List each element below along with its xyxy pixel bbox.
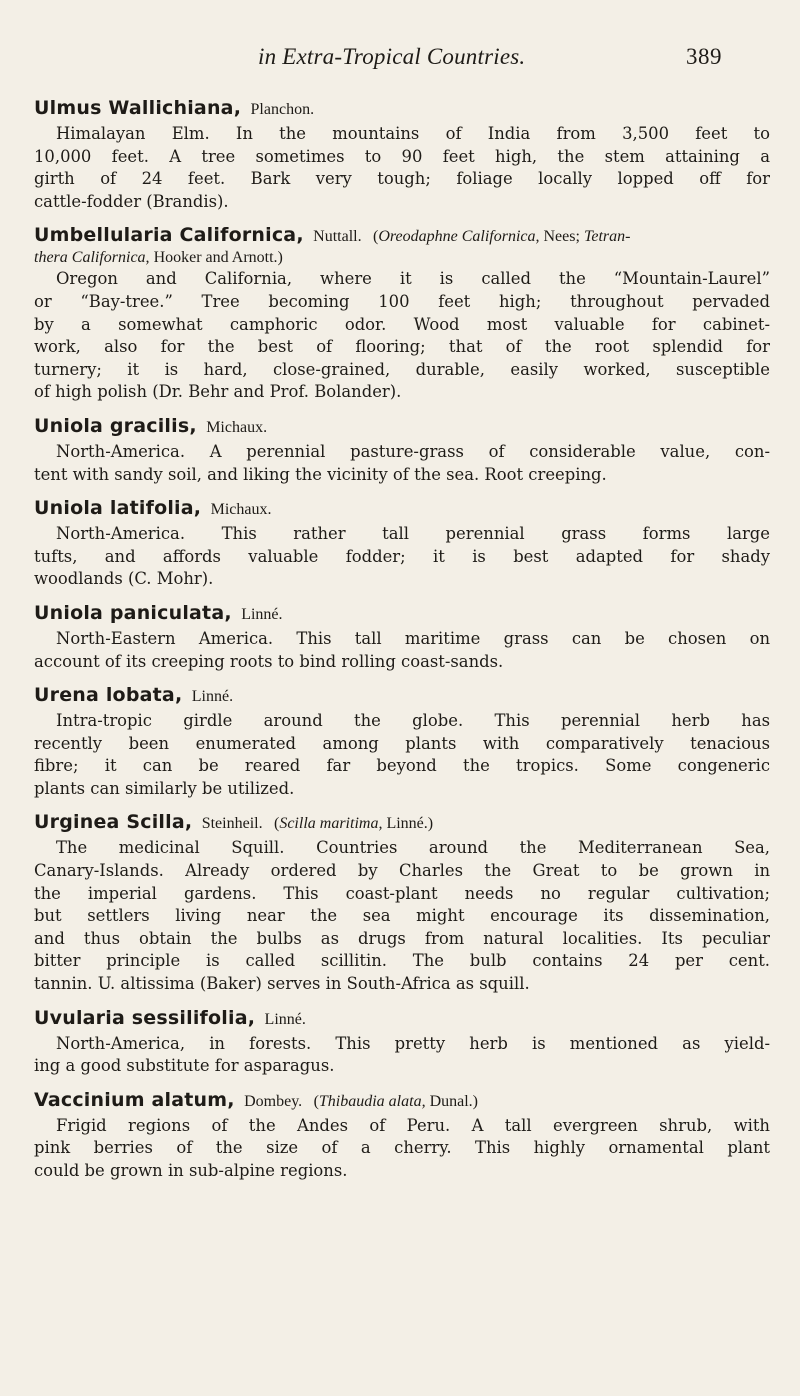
- species-name: Umbellularia Californica,: [34, 224, 304, 247]
- entry-heading: [34, 495, 770, 523]
- entry-text-line: tent with sandy soil, and liking the vicinity of the sea. Root creeping.: [34, 464, 607, 484]
- entry-heading: [34, 809, 770, 837]
- entry-text-line: cattle-fodder (Brandis).: [34, 191, 229, 211]
- entry-text-line: by a somewhat camphoric odor. Wood most valuable for cabinet-: [34, 314, 770, 334]
- entry-uniola-gracilis: [34, 413, 770, 486]
- species-authority: Dombey.: [244, 1092, 303, 1110]
- running-header: [0, 44, 800, 74]
- species-synonym: [314, 1093, 478, 1110]
- synonym-name: Thibaudia alata,: [318, 1092, 426, 1110]
- entry-text-line: The medicinal Squill. Countries around the Mediterranean Sea,: [56, 838, 770, 858]
- entry-text-line: North-America, in forests. This pretty herb is mentioned as yield-: [56, 1033, 770, 1053]
- entry-heading: [34, 413, 770, 441]
- entry-text-line: but settlers living near the sea might encourage its dissemination,: [34, 906, 770, 926]
- entry-heading: [34, 222, 770, 250]
- synonym-name: Oreodaphne Californica,: [378, 228, 540, 246]
- synonym-name: Scilla maritima,: [279, 815, 383, 833]
- entry-text-line: North-America. A perennial pasture-grass of considerable value, con-: [56, 441, 770, 461]
- species-authority: Nuttall.: [313, 228, 362, 246]
- synonym-paren: (: [274, 815, 280, 833]
- species-name: Uniola latifolia,: [34, 497, 202, 520]
- entry-text-line: tannin. U. altissima (Baker) serves in South-Africa as squill.: [34, 974, 530, 994]
- species-authority: Planchon.: [250, 101, 315, 118]
- species-authority: Linné.: [264, 1010, 306, 1028]
- synonym-authority: Hooker and Arnott.): [153, 249, 283, 267]
- species-synonym-continued: [34, 248, 770, 268]
- entry-text-line: pink berries of the size of a cherry. This highly ornamental plant: [34, 1138, 770, 1158]
- entry-uniola-latifolia: [34, 495, 770, 591]
- entry-heading: [34, 95, 770, 123]
- species-name: Uniola gracilis,: [34, 414, 197, 437]
- entry-text-line: work, also for the best of flooring; that of the root splendid for: [34, 337, 770, 357]
- species-name: Uniola paniculata,: [34, 601, 232, 624]
- entry-urena-lobata: [34, 682, 770, 800]
- entry-text-line: turnery; it is hard, close-grained, durable, easily worked, susceptible: [34, 359, 770, 379]
- entry-text-line: or “Bay-tree.” Tree becoming 100 feet high; throughout pervaded: [34, 291, 770, 311]
- entry-vaccinium-alatum: [34, 1087, 770, 1183]
- entry-text-line: Oregon and California, where it is called the “Mountain-Laurel”: [56, 269, 770, 289]
- entry-list: [34, 95, 770, 1192]
- running-title: in Extra-Tropical Countries.: [258, 44, 526, 69]
- synonym-authority: Nees;: [543, 228, 580, 246]
- entry-text-line: Canary-Islands. Already ordered by Charles the Great to be grown in: [34, 861, 770, 881]
- entry-heading: [34, 600, 770, 628]
- entry-text-line: Frigid regions of the Andes of Peru. A tall evergreen shrub, with: [56, 1115, 770, 1135]
- entry-text-line: could be grown in sub-alpine regions.: [34, 1161, 348, 1180]
- entry-uvularia-sessilifolia: [34, 1005, 770, 1078]
- species-name: Vaccinium alatum,: [34, 1088, 235, 1111]
- entry-text-line: recently been enumerated among plants with comparatively tenacious: [34, 733, 770, 753]
- entry-text-line: of high polish (Dr. Behr and Prof. Bolander).: [34, 382, 402, 402]
- entry-uniola-paniculata: [34, 600, 770, 673]
- page-number: 389: [686, 44, 722, 69]
- entry-text-line: North-Eastern America. This tall maritime grass can be chosen on: [56, 628, 770, 648]
- species-name: Ulmus Wallichiana,: [34, 97, 242, 119]
- synonym-paren: (: [373, 228, 379, 246]
- species-name: Urginea Scilla,: [34, 811, 193, 834]
- entry-text-line: 10,000 feet. A tree sometimes to 90 feet high, the stem attaining a: [34, 146, 770, 166]
- species-authority: Michaux.: [210, 501, 272, 519]
- entry-ulmus-wallichiana: [34, 95, 770, 213]
- species-name: Urena lobata,: [34, 684, 183, 707]
- synonym-paren: (: [313, 1092, 319, 1110]
- entry-heading: [34, 1005, 770, 1033]
- entry-text-line: fibre; it can be reared far beyond the tropics. Some congeneric: [34, 756, 770, 776]
- synonym-name: Tetran-: [583, 228, 631, 246]
- species-authority: Steinheil.: [201, 815, 263, 833]
- entry-text-line: girth of 24 feet. Bark very tough; foliage locally lopped off for: [34, 169, 770, 189]
- species-authority: Linné.: [241, 605, 283, 623]
- species-authority: Linné.: [191, 688, 234, 706]
- synonym-authority: Linné.): [386, 815, 434, 833]
- entry-text-line: account of its creeping roots to bind rolling coast-sands.: [34, 651, 504, 671]
- entry-heading: [34, 1087, 770, 1115]
- entry-text-line: ing a good substitute for asparagus.: [34, 1056, 335, 1076]
- species-name: Uvularia sessilifolia,: [34, 1006, 256, 1029]
- entry-text-line: Intra-tropic girdle around the globe. This perennial herb has: [56, 711, 770, 731]
- synonym-name: thera Californica,: [34, 249, 150, 267]
- entry-text-line: tufts, and affords valuable fodder; it is best adapted for shady: [34, 546, 770, 566]
- entry-text-line: Himalayan Elm. In the mountains of India from 3,500 feet to: [56, 124, 770, 143]
- entry-text-line: and thus obtain the bulbs as drugs from natural localities. Its peculiar: [34, 928, 770, 948]
- entry-text-line: North-America. This rather tall perennial grass forms large: [56, 524, 770, 544]
- entry-urginea-scilla: [34, 809, 770, 995]
- entry-text-line: woodlands (C. Mohr).: [34, 569, 214, 589]
- synonym-authority: Dunal.): [429, 1092, 479, 1110]
- entry-text-line: bitter principle is called scillitin. The bulb contains 24 per cent.: [34, 951, 770, 971]
- entry-text-line: the imperial gardens. This coast-plant needs no regular cultivation;: [34, 883, 770, 903]
- species-synonym: [274, 815, 433, 832]
- entry-heading: [34, 682, 770, 710]
- entry-umbellularia-californica: [34, 222, 770, 404]
- species-synonym: [373, 228, 630, 245]
- species-authority: Michaux.: [206, 418, 268, 436]
- entry-text-line: plants can similarly be utilized.: [34, 778, 295, 798]
